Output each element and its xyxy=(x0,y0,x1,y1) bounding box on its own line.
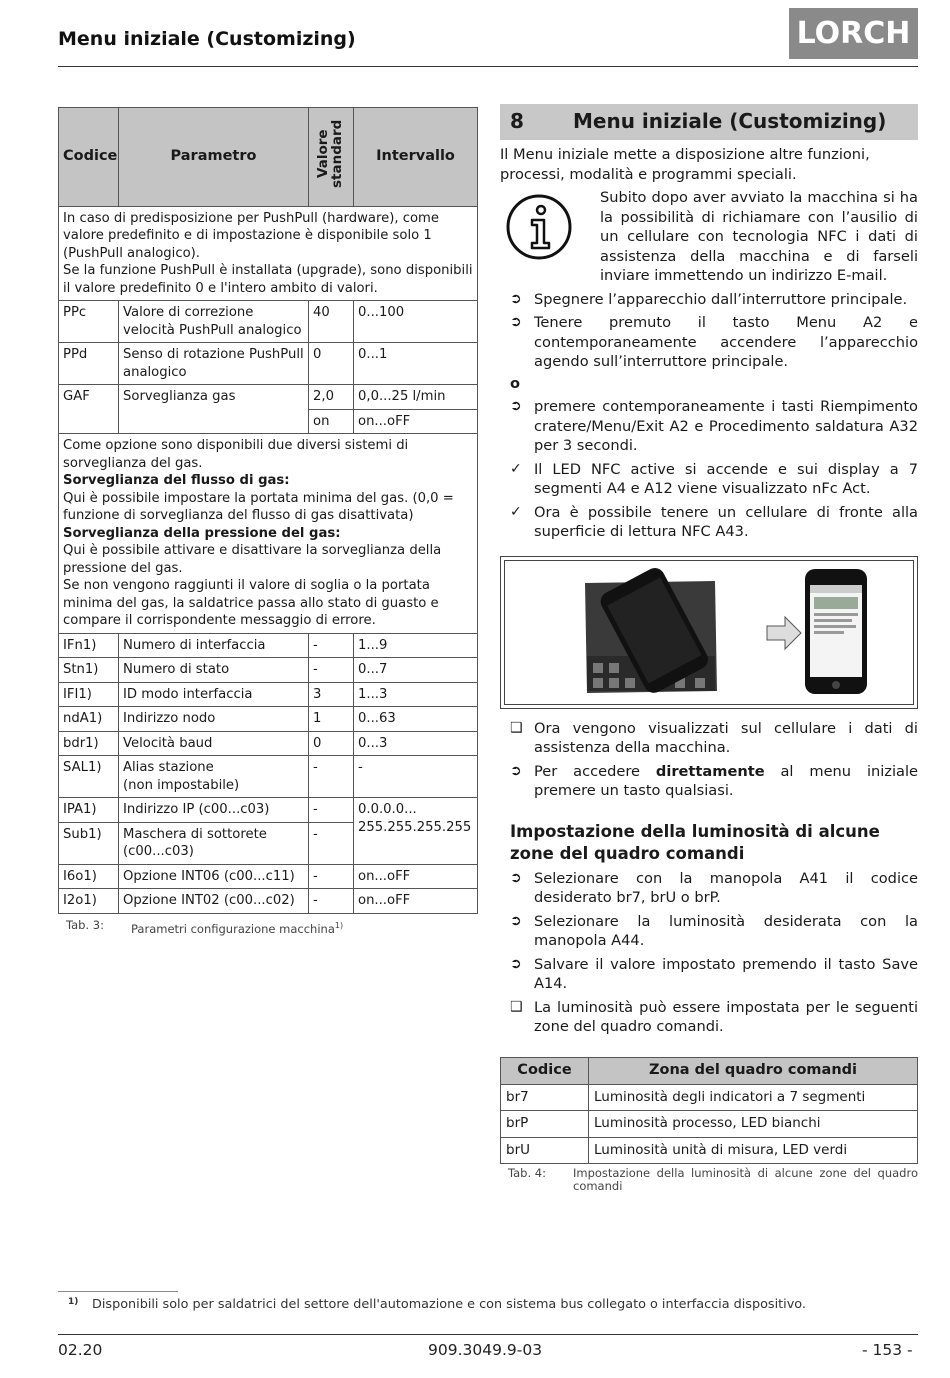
cell-range: 1...9 xyxy=(354,633,478,658)
cell-param: Velocità baud xyxy=(119,731,309,756)
info-note xyxy=(500,188,918,286)
cell-code: IPA1) xyxy=(59,798,119,823)
arrow-right-icon xyxy=(767,617,801,649)
step-text: La luminosità può essere impostata per le seguenti zone del quadro comandi. xyxy=(534,998,918,1035)
table-row xyxy=(59,658,478,683)
table-row xyxy=(59,682,478,707)
col-header-range: Intervallo xyxy=(354,108,478,207)
table-caption xyxy=(58,917,477,938)
step-text: Tenere premuto il tasto Menu A2 e contemporaneamente accendere l’apparecchio agendo sull’interruttore principale. xyxy=(534,314,918,370)
page-header-title: Menu iniziale (Customizing) xyxy=(58,28,356,50)
step-item xyxy=(500,313,918,372)
step-marker: ❑ xyxy=(510,998,523,1015)
cell-code: PPc xyxy=(59,301,119,343)
cell-code: bdr1) xyxy=(59,731,119,756)
step-item xyxy=(500,998,918,1037)
step-marker: ✓ xyxy=(510,460,522,477)
cell-default: - xyxy=(309,756,354,798)
cell-default: - xyxy=(309,658,354,683)
step-marker: ➲ xyxy=(510,912,522,929)
cell-range: - xyxy=(354,756,478,798)
header-divider xyxy=(58,66,918,67)
cell-default: - xyxy=(309,864,354,889)
cell-code: Sub1) xyxy=(59,822,119,864)
cell-param: Numero di interfaccia xyxy=(119,633,309,658)
step-marker: ➲ xyxy=(510,955,522,972)
cell-default: on xyxy=(309,409,354,434)
caption-label: Tab. 3: xyxy=(66,917,104,932)
cell-default: 0 xyxy=(309,343,354,385)
or-separator: o xyxy=(510,374,521,392)
footer-divider xyxy=(58,1334,918,1335)
col-header-code: Codice xyxy=(501,1057,589,1084)
step-marker: ➲ xyxy=(510,314,522,330)
table-row xyxy=(501,1137,918,1164)
table-row xyxy=(59,756,478,798)
table-row xyxy=(59,707,478,732)
cell-default: 0 xyxy=(309,731,354,756)
cell-code: SAL1) xyxy=(59,756,119,798)
zones-table xyxy=(500,1057,918,1165)
control-panel-image xyxy=(585,564,717,696)
step-text: Selezionare con la manopola A41 il codice desiderato br7, brU o brP. xyxy=(534,869,918,906)
cell-param: Opzione INT06 (c00...c11) xyxy=(119,864,309,889)
step-text: Spegnere l’apparecchio dall’interruttore principale. xyxy=(534,290,908,308)
cell-default: 40 xyxy=(309,301,354,343)
cell-param: Numero di stato xyxy=(119,658,309,683)
table-row xyxy=(59,633,478,658)
cell-param: Sorveglianza gas xyxy=(119,385,309,434)
cell-range: 0...3 xyxy=(354,731,478,756)
subsection-title: Impostazione della luminosità di alcune zone del quadro comandi xyxy=(510,821,880,863)
smartphone-image xyxy=(805,569,867,694)
cell-default: 1 xyxy=(309,707,354,732)
step-marker: ➲ xyxy=(510,762,522,779)
step-text: Il LED NFC active si accende e sui display a 7 segmenti A4 e A12 viene visualizzato nFc Act. xyxy=(534,460,918,497)
table-row xyxy=(59,864,478,889)
cell-range-ip: 0.0.0.0... 255.255.255.255 xyxy=(354,798,478,865)
info-icon xyxy=(500,188,600,286)
cell-range: 0...100 xyxy=(354,301,478,343)
note-gas-flow-text: Qui è possibile impostare la portata minima del gas. (0,0 = funzione di sorveglianza del flusso di gas disattivata) xyxy=(63,490,454,523)
params-section xyxy=(58,107,477,938)
note-gas-fault-text: Se non vengono raggiunti il valore di soglia o la portata minima del gas, la saldatrice passa allo stato di guasto e compare il corrispondente messaggio di errore. xyxy=(63,578,439,628)
note-gas xyxy=(59,434,478,634)
cell-param: Indirizzo IP (c00...c03) xyxy=(119,798,309,823)
step-direct xyxy=(500,762,918,801)
col-header-default xyxy=(309,108,354,207)
step-item xyxy=(500,397,918,456)
table-row xyxy=(59,798,478,823)
step-marker: ➲ xyxy=(510,869,522,886)
step-item xyxy=(500,460,918,499)
caption-label: Tab. 4: xyxy=(508,1166,546,1180)
info-text: Subito dopo aver avviato la macchina si ha la possibilità di richiamare con l’ausilio di un cellulare con tecnologia NFC i dati di assistenza della macchina e di farseli inviare immettendo un indirizzo E-mail. xyxy=(600,189,918,284)
cell-code: IFn1) xyxy=(59,633,119,658)
table-row xyxy=(501,1084,918,1111)
cell-param: Maschera di sottorete (c00...c03) xyxy=(119,822,309,864)
step-text: Ora è possibile tenere un cellulare di fronte alla superficie di lettura NFC A43. xyxy=(534,503,918,540)
table-row xyxy=(59,889,478,914)
section-title: Menu iniziale (Customizing) xyxy=(573,109,887,134)
step-marker: ➲ xyxy=(510,290,522,307)
col-header-zone: Zona del quadro comandi xyxy=(589,1057,918,1084)
step-text: premere contemporaneamente i tasti Riempimento cratere/Menu/Exit A2 e Procedimento saldatura A32 per 3 secondi. xyxy=(534,398,918,454)
cell-range: 1...3 xyxy=(354,682,478,707)
cell-param: Alias stazione (non impostabile) xyxy=(119,756,309,798)
cell-param: ID modo interfaccia xyxy=(119,682,309,707)
cell-code: I6o1) xyxy=(59,864,119,889)
section-intro: Il Menu iniziale mette a disposizione altre funzioni, processi, modalità e programmi speciali. xyxy=(500,146,870,183)
col-header-param: Parametro xyxy=(119,108,309,207)
footer-doc-number: 909.3049.9-03 xyxy=(428,1341,543,1359)
cell-code: IFI1) xyxy=(59,682,119,707)
footnote-mark: 1) xyxy=(68,1297,79,1307)
table-row xyxy=(501,1111,918,1138)
step-item xyxy=(500,719,918,758)
cell-range: 0...1 xyxy=(354,343,478,385)
cell-zone: Luminosità processo, LED bianchi xyxy=(589,1111,918,1138)
note-pushpull: In caso di predisposizione per PushPull (hardware), come valore predefinito e di impostazione è disponibile solo 1 (PushPull analogico). Se la funzione PushPull è installata (upgrade), sono disponibili il valore predefinito 0 e l'intero ambito di valori. xyxy=(59,206,478,301)
cell-param: Indirizzo nodo xyxy=(119,707,309,732)
table-row xyxy=(59,731,478,756)
cell-range: on...oFF xyxy=(354,409,478,434)
cell-code: br7 xyxy=(501,1084,589,1111)
caption-text: Parametri configurazione macchina$^{1)}$ xyxy=(131,920,344,936)
cell-range: on...oFF xyxy=(354,889,478,914)
cell-default: - xyxy=(309,798,354,823)
section-heading xyxy=(500,104,918,140)
cell-default: 2,0 xyxy=(309,385,354,410)
step-item xyxy=(500,955,918,994)
cell-code: brU xyxy=(501,1137,589,1164)
section-8 xyxy=(500,104,918,1193)
table-row xyxy=(59,301,478,343)
footer-date: 02.20 xyxy=(58,1341,103,1359)
cell-range: on...oFF xyxy=(354,864,478,889)
cell-range: 0,0...25 l/min xyxy=(354,385,478,410)
table-row xyxy=(59,385,478,410)
cell-default: 3 xyxy=(309,682,354,707)
cell-code: ndA1) xyxy=(59,707,119,732)
note-gas-flow-title: Sorveglianza del flusso di gas: xyxy=(63,473,290,488)
step-marker: ❑ xyxy=(510,719,523,736)
step-text: Per accedere direttamente al menu iniziale premere un tasto qualsiasi. xyxy=(534,762,918,799)
lorch-logo: LORCH xyxy=(789,8,918,59)
cell-code: GAF xyxy=(59,385,119,434)
step-item xyxy=(500,290,918,310)
note-gas-intro: Come opzione sono disponibili due diversi sistemi di sorveglianza del gas. xyxy=(63,438,409,471)
cell-default: - xyxy=(309,633,354,658)
step-item xyxy=(500,912,918,951)
table-row xyxy=(59,343,478,385)
step-text: Ora vengono visualizzati sul cellulare i dati di assistenza della macchina. xyxy=(534,719,918,756)
footer-page-number: - 153 - xyxy=(862,1341,913,1359)
nfc-illustration xyxy=(500,556,918,709)
caption-text: Impostazione della luminosità di alcune zone del quadro comandi xyxy=(573,1166,918,1193)
col-header-code: Codice xyxy=(59,108,119,207)
cell-code: brP xyxy=(501,1111,589,1138)
cell-code: PPd xyxy=(59,343,119,385)
cell-default: - xyxy=(309,822,354,864)
cell-param: Opzione INT02 (c00...c02) xyxy=(119,889,309,914)
step-item xyxy=(500,869,918,908)
footnote xyxy=(68,1297,806,1312)
note-gas-pressure-text: Qui è possibile attivare e disattivare la sorveglianza della pressione del gas. xyxy=(63,543,442,576)
step-text: Selezionare la luminosità desiderata con la manopola A44. xyxy=(534,912,918,949)
params-table xyxy=(58,107,478,914)
cell-range: 0...7 xyxy=(354,658,478,683)
cell-code: Stn1) xyxy=(59,658,119,683)
cell-default: - xyxy=(309,889,354,914)
cell-zone: Luminosità unità di misura, LED verdi xyxy=(589,1137,918,1164)
default-header-text: Valore standard xyxy=(315,119,345,189)
cell-param: Senso di rotazione PushPull analogico xyxy=(119,343,309,385)
footnote-divider xyxy=(58,1291,178,1292)
zones-header-row xyxy=(501,1057,918,1084)
step-marker: ✓ xyxy=(510,503,522,520)
step-item xyxy=(500,503,918,542)
step-text: Salvare il valore impostato premendo il tasto Save A14. xyxy=(534,955,918,992)
footnote-text: Disponibili solo per saldatrici del settore dell'automazione e con sistema bus collegato o interfaccia dispositivo. xyxy=(92,1297,806,1312)
cell-param: Valore di correzione velocità PushPull analogico xyxy=(119,301,309,343)
params-header-row xyxy=(59,108,478,207)
section-number: 8 xyxy=(510,109,524,134)
note-gas-pressure-title: Sorveglianza della pressione del gas: xyxy=(63,525,341,541)
cell-range: 0...63 xyxy=(354,707,478,732)
cell-code: I2o1) xyxy=(59,889,119,914)
cell-zone: Luminosità degli indicatori a 7 segmenti xyxy=(589,1084,918,1111)
table-caption xyxy=(500,1167,918,1193)
step-marker: ➲ xyxy=(510,398,522,414)
